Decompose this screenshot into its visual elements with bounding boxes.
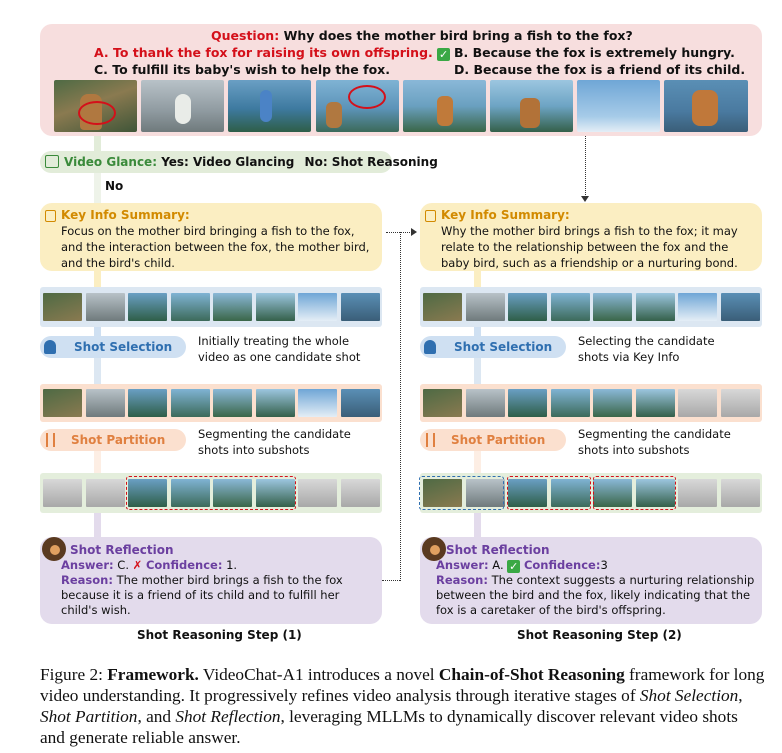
partition-desc: Segmenting the candidate xyxy=(578,427,731,441)
reason-line: between the bird and the fox, likely indicating that the xyxy=(436,588,751,602)
confidence-label: Confidence: xyxy=(145,558,223,572)
step-label-2: Shot Reasoning Step (2) xyxy=(517,628,682,642)
caption-fig: Figure 2: xyxy=(40,665,103,684)
shot-thumbnail xyxy=(423,389,462,417)
agent-face xyxy=(430,545,440,555)
flow-arrow xyxy=(474,327,481,336)
step-label-1: Shot Reasoning Step (1) xyxy=(137,628,302,642)
answer-label: Answer: xyxy=(61,558,114,572)
selection-desc: Initially treating the whole xyxy=(198,334,350,348)
caption-text: , and xyxy=(137,707,176,726)
shot-thumbnail xyxy=(43,293,82,321)
shot-thumbnail xyxy=(171,389,210,417)
shot-thumbnail xyxy=(721,389,760,417)
video-frame-6 xyxy=(490,80,573,132)
flow-arrow xyxy=(474,358,481,384)
selection-desc: video as one candidate shot xyxy=(198,350,361,364)
reason-line: because it is a friend of its child and to fulfill her xyxy=(61,588,340,602)
caption-italic: Shot Selection xyxy=(639,686,739,705)
summary-title-1: Key Info Summary: xyxy=(61,208,190,222)
shot-thumbnail xyxy=(298,389,337,417)
correct-check-icon: ✓ xyxy=(509,560,519,573)
summary-line: Focus on the mother bird bringing a fish to the fox, xyxy=(61,224,355,238)
flow-arrow xyxy=(94,451,101,473)
summary-line: relate to the relationship between the fox and the xyxy=(441,240,729,254)
caption-text: , xyxy=(738,686,743,705)
database-icon xyxy=(424,340,436,354)
answer-value: A. xyxy=(492,558,504,572)
shot-thumbnail xyxy=(86,389,125,417)
video-frame-5 xyxy=(403,80,486,132)
shot-thumbnail xyxy=(171,293,210,321)
flow-arrow xyxy=(474,271,481,287)
caption-italic: Shot Reflection xyxy=(175,707,281,726)
caption-text: VideoChat-A1 introduces a novel xyxy=(198,665,439,684)
caption-text: , leveraging MLLMs to dynamically discover relevant video shots and generate reliable answer. xyxy=(40,707,738,747)
flow-arrow xyxy=(94,136,101,151)
reflection-title-1: Shot Reflection xyxy=(70,543,174,557)
shot-thumbnail xyxy=(86,479,125,507)
shot-thumbnail xyxy=(466,389,505,417)
reason-line: fox is a caretaker of the bird's offspring. xyxy=(436,603,666,617)
shot-thumbnail xyxy=(508,293,547,321)
selection-desc: shots via Key Info xyxy=(578,350,680,364)
caption-text: framework for long video understanding. It progressively refines video analysis through iterative stages of xyxy=(40,665,765,705)
shot-thumbnail xyxy=(678,479,717,507)
dotted-connector xyxy=(382,580,400,581)
glance-yes: Yes: Video Glancing xyxy=(161,155,295,169)
shot-thumbnail xyxy=(423,293,462,321)
highlight-circle-1 xyxy=(78,101,116,125)
shot-thumbnail xyxy=(86,293,125,321)
candidate-shot-box xyxy=(507,476,591,510)
shot-thumbnail xyxy=(128,293,167,321)
shot-partition-label-2: Shot Partition xyxy=(451,433,546,447)
wrong-x-icon: ✗ xyxy=(132,558,143,572)
glance-line xyxy=(64,155,438,169)
video-frame-3 xyxy=(228,80,311,132)
summary-icon xyxy=(45,210,56,222)
selected-shot-box-blue xyxy=(419,476,504,510)
summary-line: and the bird's child. xyxy=(61,256,175,270)
shot-thumbnail xyxy=(298,479,337,507)
confidence-value: 1. xyxy=(226,558,238,572)
caption-bold-1: Framework. xyxy=(107,665,199,684)
candidate-shot-box xyxy=(593,476,676,510)
question-line xyxy=(211,28,633,43)
flow-arrow xyxy=(94,358,101,384)
highlight-circle-2 xyxy=(348,85,386,109)
answer-line-1 xyxy=(61,558,237,574)
arrowhead xyxy=(581,196,589,202)
option-d: D. Because the fox is a friend of its child. xyxy=(454,62,746,77)
flow-arrow xyxy=(94,327,101,336)
flow-arrow xyxy=(94,513,101,537)
partition-desc: shots into subshots xyxy=(198,443,310,457)
flow-arrow xyxy=(94,271,101,287)
question-label: Question: xyxy=(211,28,280,43)
video-frame-7 xyxy=(577,80,660,132)
shot-thumbnail xyxy=(636,389,675,417)
question-text: Why does the mother bird bring a fish to the fox? xyxy=(283,28,633,43)
answer-line-2 xyxy=(436,558,608,574)
shot-thumbnail xyxy=(213,293,252,321)
option-a-text: A. To thank the fox for raising its own offspring. xyxy=(94,45,433,60)
correct-check-icon: ✓ xyxy=(439,48,449,61)
video-frame-8 xyxy=(664,80,748,132)
shot-thumbnail xyxy=(678,389,717,417)
summary-title-2: Key Info Summary: xyxy=(441,208,570,222)
shot-thumbnail xyxy=(678,293,717,321)
flow-arrow xyxy=(474,513,481,537)
dotted-connector xyxy=(585,136,586,199)
reflection-title-2: Shot Reflection xyxy=(446,543,550,557)
flow-arrow xyxy=(94,173,101,203)
summary-line: baby bird, such as a friendship or a nurturing bond. xyxy=(441,256,738,270)
reason-line xyxy=(436,573,754,589)
glance-no: No: Shot Reasoning xyxy=(304,155,438,169)
video-frame-2 xyxy=(141,80,224,132)
caption-italic: Shot Partition xyxy=(40,707,138,726)
option-c: C. To fulfill its baby's wish to help the fox. xyxy=(94,62,390,77)
shot-thumbnail xyxy=(43,479,82,507)
option-b: B. Because the fox is extremely hungry. xyxy=(454,45,735,60)
caption-bold-2: Chain-of-Shot Reasoning xyxy=(438,665,625,684)
shot-thumbnail xyxy=(508,389,547,417)
shot-thumbnail xyxy=(466,293,505,321)
summary-line: Why the mother bird brings a fish to the fox; it may xyxy=(441,224,738,238)
confidence-value: 3 xyxy=(600,558,608,572)
shot-selection-label-2: Shot Selection xyxy=(454,340,553,354)
reason-label: Reason: xyxy=(436,573,488,587)
candidate-shot-box xyxy=(126,476,296,510)
shot-thumbnail xyxy=(341,479,380,507)
arrowhead xyxy=(411,228,417,236)
shot-thumbnail xyxy=(43,389,82,417)
dotted-connector xyxy=(400,232,401,581)
partition-desc: shots into subshots xyxy=(578,443,690,457)
film-icon xyxy=(45,155,59,168)
shot-thumbnail xyxy=(256,293,295,321)
answer-value: C. xyxy=(117,558,129,572)
shot-thumbnail xyxy=(551,389,590,417)
shot-thumbnail xyxy=(341,389,380,417)
partition-icon xyxy=(426,433,435,447)
confidence-label: Confidence: xyxy=(523,558,601,572)
figure-caption xyxy=(40,664,766,748)
glance-title: Video Glance: xyxy=(64,155,157,169)
shot-thumbnail xyxy=(213,389,252,417)
flow-arrow xyxy=(474,451,481,473)
answer-label: Answer: xyxy=(436,558,489,572)
option-a xyxy=(94,45,450,61)
reason-line xyxy=(61,573,343,589)
reason-label: Reason: xyxy=(61,573,113,587)
shot-thumbnail xyxy=(128,389,167,417)
shot-thumbnail xyxy=(721,479,760,507)
shot-partition-label-1: Shot Partition xyxy=(71,433,166,447)
agent-face xyxy=(50,545,60,555)
partition-desc: Segmenting the candidate xyxy=(198,427,351,441)
reason-text: The context suggests a nurturing relationship xyxy=(491,573,755,587)
summary-icon xyxy=(425,210,436,222)
shot-thumbnail xyxy=(256,389,295,417)
reason-text: The mother bird brings a fish to the fox xyxy=(116,573,343,587)
summary-line: and the interaction between the fox, the mother bird, xyxy=(61,240,370,254)
shot-thumbnail xyxy=(593,389,632,417)
shot-thumbnail xyxy=(636,293,675,321)
database-icon xyxy=(44,340,56,354)
dotted-connector xyxy=(386,232,400,233)
reason-line: child's wish. xyxy=(61,603,131,617)
shot-thumbnail xyxy=(721,293,760,321)
partition-icon xyxy=(46,433,55,447)
shot-selection-label-1: Shot Selection xyxy=(74,340,173,354)
shot-thumbnail xyxy=(551,293,590,321)
shot-thumbnail xyxy=(298,293,337,321)
shot-thumbnail xyxy=(593,293,632,321)
selection-desc: Selecting the candidate xyxy=(578,334,715,348)
shot-thumbnail xyxy=(341,293,380,321)
branch-no-label: No xyxy=(105,179,124,193)
